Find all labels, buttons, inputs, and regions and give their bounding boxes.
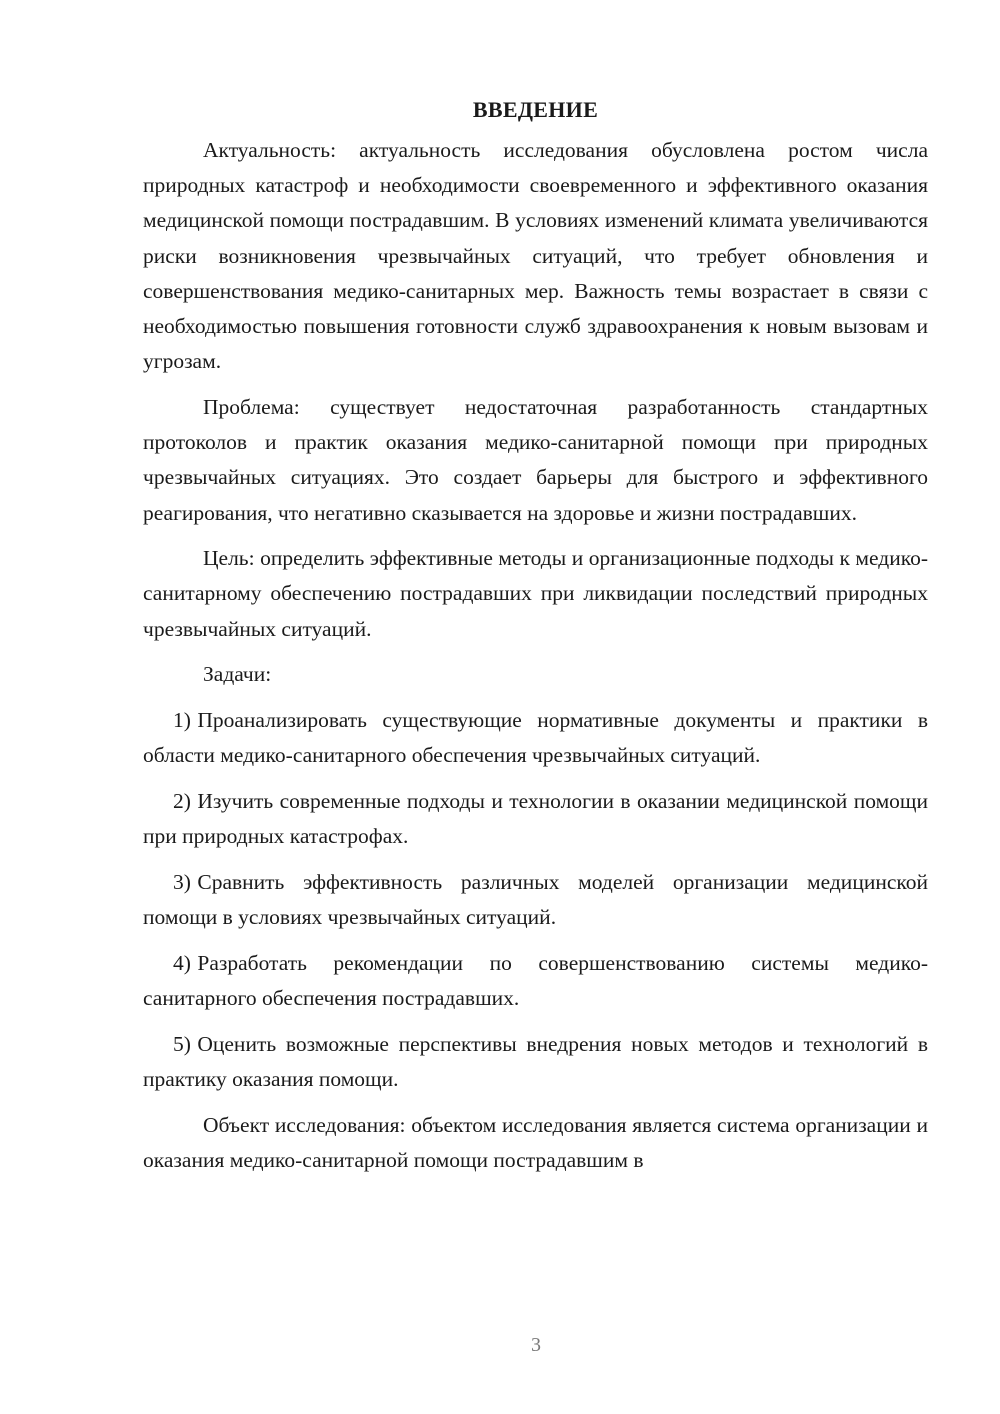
relevance-paragraph: Актуальность: актуальность исследования обусловлена ростом числа природных катастроф и необходимости своевременного и эффективного оказания медицинской помощи пострадавшим. В условиях изменений климата увеличиваются риски возникновения чрезвычайных ситуаций, что требует обновления и совершенствования медико-санитарных мер. Важность темы возрастает в связи с необходимостью повышения готовности служб здравоохранения к новым вызовам и угрозам. [143,138,928,374]
section-heading: ВВЕДЕНИЕ [472,97,599,122]
tasks-list [143,703,928,1097]
task-number: 1) [173,708,191,733]
task-text: Сравнить эффективность различных моделей организации медицинской помощи в условиях чрезвычайных ситуаций. [143,869,928,930]
task-number: 3) [173,869,191,894]
page-number: 3 [531,1334,541,1356]
object-paragraph: Объект исследования: объектом исследования является система организации и оказания медико-санитарной помощи пострадавшим в [143,1112,928,1172]
goal-paragraph: Цель: определить эффективные методы и организационные подходы к медико-санитарному обеспечению пострадавших при ликвидации последствий природных чрезвычайных ситуаций. [143,546,928,641]
task-number: 5) [173,1031,191,1056]
task-item [143,946,928,1016]
task-text: Оценить возможные перспективы внедрения новых методов и технологий в практику оказания помощи. [143,1031,928,1091]
task-item [143,784,928,854]
task-item [143,1027,928,1097]
task-text: Проанализировать существующие нормативные документы и практики в области медико-санитарного обеспечения чрезвычайных ситуаций. [143,708,928,768]
document-page [143,92,928,1188]
task-item [143,865,928,935]
task-number: 2) [173,788,191,813]
task-text: Разработать рекомендации по совершенствованию системы медико-санитарного обеспечения пострадавших. [143,950,928,1010]
problem-paragraph: Проблема: существует недостаточная разработанность стандартных протоколов и практик оказания медико-санитарной помощи при природных чрезвычайных ситуациях. Это создает барьеры для быстрого и эффективного реагирования, что негативно сказывается на здоровье и жизни пострадавших. [143,394,928,525]
task-text: Изучить современные подходы и технологии в оказании медицинской помощи при природных катастрофах. [143,788,928,849]
task-item [143,703,928,773]
task-number: 4) [173,950,191,975]
tasks-label: Задачи: [203,662,272,687]
